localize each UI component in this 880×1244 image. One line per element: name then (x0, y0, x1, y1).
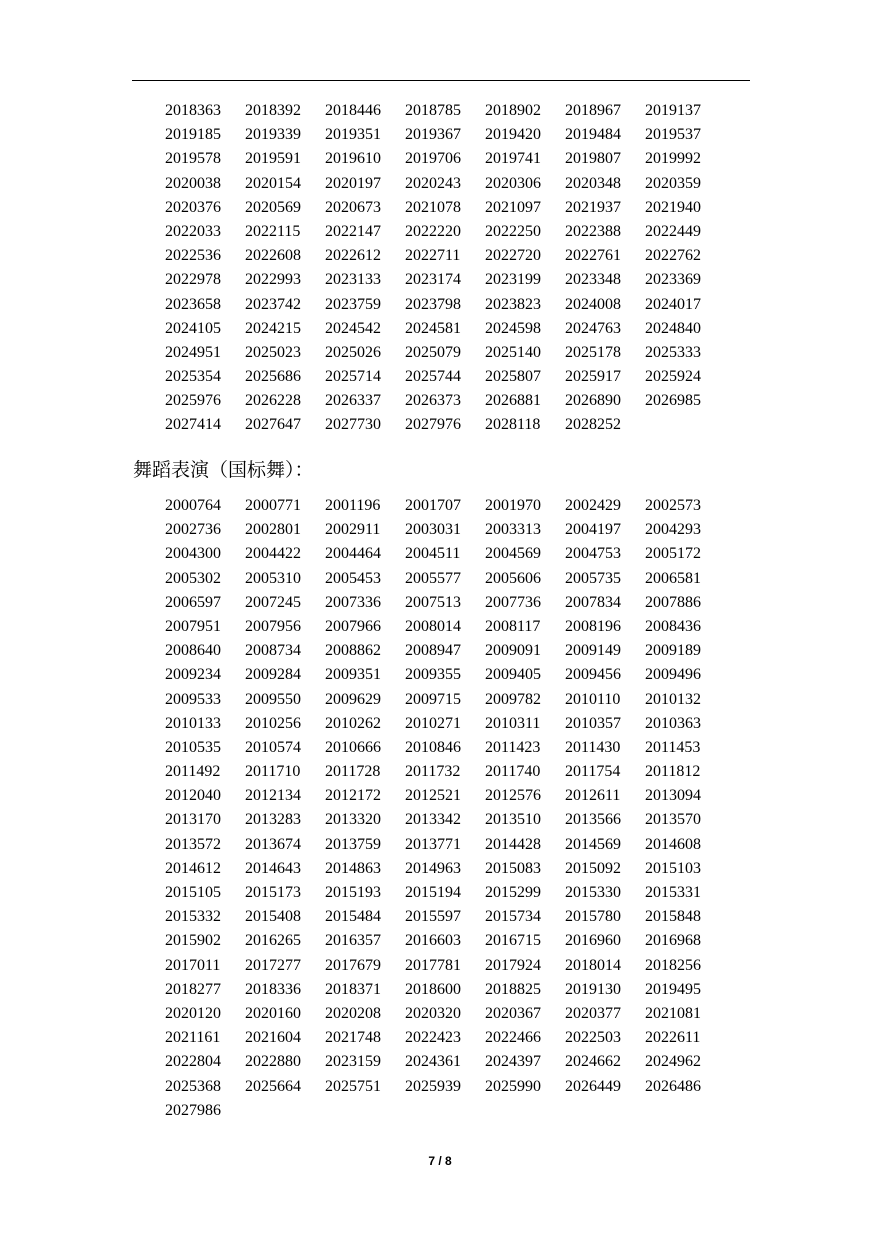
id-number: 2018967 (565, 102, 621, 119)
id-number: 2014608 (645, 835, 701, 853)
id-number: 2019185 (165, 126, 221, 144)
id-number: 2013572 (165, 835, 221, 853)
id-number: 2024662 (565, 1053, 621, 1071)
id-number: 2025917 (565, 368, 621, 386)
id-number: 2018600 (405, 980, 461, 998)
id-number: 2015092 (565, 859, 621, 877)
header-rule (132, 80, 750, 81)
id-number: 2027976 (405, 416, 461, 434)
id-number: 2019610 (325, 150, 381, 168)
id-number: 2021081 (645, 1004, 701, 1022)
id-number: 2009355 (405, 666, 461, 684)
id-number: 2017924 (485, 956, 541, 974)
id-number: 2010574 (245, 738, 301, 756)
id-number: 2007966 (325, 617, 381, 635)
id-number: 2020120 (165, 1004, 221, 1022)
id-number: 2020154 (245, 174, 301, 192)
id-number: 2013320 (325, 811, 381, 829)
id-number: 2008436 (645, 617, 701, 635)
id-number: 2017679 (325, 956, 381, 974)
id-number: 2018371 (325, 980, 381, 998)
id-number: 2005453 (325, 569, 381, 587)
id-number: 2009234 (165, 666, 221, 684)
id-number: 2004753 (565, 545, 621, 563)
id-number: 2008640 (165, 642, 221, 660)
id-number: 2019367 (405, 126, 461, 144)
id-number: 2020197 (325, 174, 381, 192)
id-number: 2010256 (245, 714, 301, 732)
id-number: 2012040 (165, 787, 221, 805)
id-number: 2010357 (565, 714, 621, 732)
id-number: 2018902 (485, 102, 541, 119)
id-number: 2024361 (405, 1053, 461, 1071)
id-number: 2001970 (485, 497, 541, 514)
id-number: 2025026 (325, 343, 381, 361)
id-number: 2016960 (565, 932, 621, 950)
id-number: 2005577 (405, 569, 461, 587)
id-number: 2025751 (325, 1077, 381, 1095)
id-number: 2020320 (405, 1004, 461, 1022)
id-number: 2010132 (645, 690, 701, 708)
id-number: 2022611 (645, 1029, 701, 1047)
id-number: 2022220 (405, 222, 461, 240)
id-number: 2026373 (405, 392, 461, 410)
id-number: 2018014 (565, 956, 621, 974)
id-number: 2015173 (245, 884, 301, 901)
id-number: 2019706 (405, 150, 461, 168)
id-number: 2012172 (325, 787, 381, 805)
id-number: 2002573 (645, 497, 701, 514)
id-number: 2019741 (485, 150, 541, 168)
id-number: 2015332 (165, 908, 221, 926)
id-number: 2021161 (165, 1029, 221, 1047)
id-number: 2015299 (485, 884, 541, 901)
id-number: 2007336 (325, 593, 381, 611)
id-number: 2019420 (485, 126, 541, 144)
id-number: 2010271 (405, 714, 461, 732)
id-number: 2016968 (645, 932, 701, 950)
id-number: 2005172 (645, 545, 701, 563)
id-number: 2013759 (325, 835, 381, 853)
id-number: 2010311 (485, 714, 541, 732)
id-number: 2025939 (405, 1077, 461, 1095)
id-number: 2015194 (405, 884, 461, 901)
id-number: 2011740 (485, 763, 541, 781)
id-number: 2026486 (645, 1077, 701, 1095)
id-number: 2024215 (245, 319, 301, 337)
id-number: 2011710 (245, 763, 301, 781)
id-number: 2023742 (245, 295, 301, 313)
id-number: 2026228 (245, 392, 301, 410)
id-number: 2020160 (245, 1004, 301, 1022)
id-number: 2000764 (165, 497, 221, 514)
id-number: 2020348 (565, 174, 621, 192)
id-number: 2013170 (165, 811, 221, 829)
id-number: 2011728 (325, 763, 381, 781)
id-number: 2004197 (565, 521, 621, 539)
id-number: 2020306 (485, 174, 541, 192)
id-number: 2022761 (565, 247, 621, 265)
id-number: 2023759 (325, 295, 381, 313)
id-number: 2024542 (325, 319, 381, 337)
id-number: 2002911 (325, 521, 381, 539)
id-number: 2009189 (645, 642, 701, 660)
id-number: 2024581 (405, 319, 461, 337)
id-number: 2022115 (245, 222, 301, 240)
id-number: 2004569 (485, 545, 541, 563)
section-heading-ballroom-dance: 舞蹈表演（国标舞）： (133, 459, 314, 481)
id-number: 2018392 (245, 102, 301, 119)
id-number: 2022250 (485, 222, 541, 240)
id-number: 2010133 (165, 714, 221, 732)
id-number: 2021078 (405, 198, 461, 216)
id-number: 2020359 (645, 174, 701, 192)
id-number: 2015330 (565, 884, 621, 901)
id-list-ballroom-dance (165, 494, 725, 1123)
id-number: 2019484 (565, 126, 621, 144)
id-number: 2022449 (645, 222, 701, 240)
id-number: 2011423 (485, 738, 541, 756)
id-number: 2020569 (245, 198, 301, 216)
id-number: 2022711 (405, 247, 461, 265)
id-number: 2024397 (485, 1053, 541, 1071)
id-number: 2011430 (565, 738, 621, 756)
id-number: 2016715 (485, 932, 541, 950)
id-number: 2013566 (565, 811, 621, 829)
id-number: 2022993 (245, 271, 301, 289)
id-number: 2000771 (245, 497, 301, 514)
id-number: 2009550 (245, 690, 301, 708)
id-number: 2023348 (565, 271, 621, 289)
id-number: 2022720 (485, 247, 541, 265)
id-number: 2019351 (325, 126, 381, 144)
id-number: 2013342 (405, 811, 461, 829)
id-number: 2027647 (245, 416, 301, 434)
id-number: 2018446 (325, 102, 381, 119)
id-number: 2010666 (325, 738, 381, 756)
id-number: 2015780 (565, 908, 621, 926)
id-number: 2009715 (405, 690, 461, 708)
id-number: 2021097 (485, 198, 541, 216)
id-number: 2019992 (645, 150, 701, 168)
id-number: 2025354 (165, 368, 221, 386)
id-number: 2023133 (325, 271, 381, 289)
id-number: 2015105 (165, 884, 221, 901)
id-list-continued (165, 99, 725, 438)
id-number: 2019495 (645, 980, 701, 998)
id-number: 2007956 (245, 617, 301, 635)
id-number: 2014863 (325, 859, 381, 877)
id-number: 2005302 (165, 569, 221, 587)
id-number: 2010535 (165, 738, 221, 756)
id-number: 2026449 (565, 1077, 621, 1095)
id-number: 2023658 (165, 295, 221, 313)
id-number: 2014963 (405, 859, 461, 877)
id-number: 2009405 (485, 666, 541, 684)
id-number: 2021604 (245, 1029, 301, 1047)
id-number: 2002801 (245, 521, 301, 539)
id-number: 2005735 (565, 569, 621, 587)
id-number: 2008947 (405, 642, 461, 660)
id-number: 2025990 (485, 1077, 541, 1095)
id-number: 2018277 (165, 980, 221, 998)
id-number: 2008014 (405, 617, 461, 635)
id-number: 2010846 (405, 738, 461, 756)
id-number: 2007951 (165, 617, 221, 635)
id-number: 2027414 (165, 416, 221, 434)
id-number: 2024962 (645, 1053, 701, 1071)
id-number: 2011812 (645, 763, 701, 781)
id-number: 2019807 (565, 150, 621, 168)
id-number: 2023823 (485, 295, 541, 313)
id-number: 2020377 (565, 1004, 621, 1022)
id-number: 2001196 (325, 497, 381, 514)
id-number: 2012134 (245, 787, 301, 805)
id-number: 2025976 (165, 392, 221, 410)
id-number: 2013674 (245, 835, 301, 853)
id-number: 2009782 (485, 690, 541, 708)
id-number: 2007736 (485, 593, 541, 611)
id-number: 2001707 (405, 497, 461, 514)
id-number: 2023199 (485, 271, 541, 289)
id-number: 2020376 (165, 198, 221, 216)
id-number: 2020243 (405, 174, 461, 192)
id-number: 2022536 (165, 247, 221, 265)
id-number: 2026890 (565, 392, 621, 410)
id-number: 2002736 (165, 521, 221, 539)
id-number: 2011732 (405, 763, 461, 781)
id-number: 2018825 (485, 980, 541, 998)
id-number: 2023798 (405, 295, 461, 313)
id-number: 2004511 (405, 545, 461, 563)
id-number: 2013510 (485, 811, 541, 829)
id-number: 2015103 (645, 859, 701, 877)
id-number: 2020367 (485, 1004, 541, 1022)
id-number: 2010262 (325, 714, 381, 732)
id-number: 2009456 (565, 666, 621, 684)
id-number: 2020208 (325, 1004, 381, 1022)
id-number: 2011492 (165, 763, 221, 781)
id-number: 2003031 (405, 521, 461, 539)
id-number: 2004464 (325, 545, 381, 563)
id-number: 2016357 (325, 932, 381, 950)
id-number: 2020673 (325, 198, 381, 216)
id-number: 2004300 (165, 545, 221, 563)
id-number: 2015331 (645, 884, 701, 901)
id-number: 2007245 (245, 593, 301, 611)
id-number: 2025807 (485, 368, 541, 386)
id-number: 2018336 (245, 980, 301, 998)
id-number: 2015484 (325, 908, 381, 926)
id-number: 2022033 (165, 222, 221, 240)
id-number: 2025368 (165, 1077, 221, 1095)
id-number: 2003313 (485, 521, 541, 539)
id-number: 2014428 (485, 835, 541, 853)
id-number: 2022804 (165, 1053, 221, 1071)
id-number: 2008862 (325, 642, 381, 660)
id-number: 2024017 (645, 295, 701, 313)
id-number: 2025178 (565, 343, 621, 361)
id-number: 2022880 (245, 1053, 301, 1071)
id-number: 2025079 (405, 343, 461, 361)
id-number: 2013094 (645, 787, 701, 805)
id-number: 2019537 (645, 126, 701, 144)
id-number: 2025924 (645, 368, 701, 386)
id-number: 2005606 (485, 569, 541, 587)
id-number: 2015083 (485, 859, 541, 877)
id-number: 2025686 (245, 368, 301, 386)
id-number: 2012576 (485, 787, 541, 805)
id-number: 2008196 (565, 617, 621, 635)
id-number: 2011754 (565, 763, 621, 781)
id-number: 2006581 (645, 569, 701, 587)
id-number: 2004422 (245, 545, 301, 563)
id-number: 2010363 (645, 714, 701, 732)
id-number: 2015597 (405, 908, 461, 926)
id-number: 2012521 (405, 787, 461, 805)
id-number: 2018363 (165, 102, 221, 119)
id-number: 2025744 (405, 368, 461, 386)
id-number: 2004293 (645, 521, 701, 539)
id-number: 2006597 (165, 593, 221, 611)
id-number: 2019339 (245, 126, 301, 144)
id-number: 2009351 (325, 666, 381, 684)
id-number: 2019137 (645, 102, 701, 119)
id-number: 2021940 (645, 198, 701, 216)
id-number: 2027986 (165, 1101, 221, 1119)
id-number: 2019591 (245, 150, 301, 168)
id-number: 2023174 (405, 271, 461, 289)
page-number: 7 / 8 (428, 1154, 452, 1168)
id-number: 2022423 (405, 1029, 461, 1047)
id-number: 2009091 (485, 642, 541, 660)
id-number: 2019130 (565, 980, 621, 998)
id-number: 2024763 (565, 319, 621, 337)
id-number: 2020038 (165, 174, 221, 192)
id-number: 2009149 (565, 642, 621, 660)
id-number: 2015193 (325, 884, 381, 901)
id-number: 2024598 (485, 319, 541, 337)
id-number: 2014569 (565, 835, 621, 853)
id-number: 2016265 (245, 932, 301, 950)
id-number: 2018785 (405, 102, 461, 119)
id-number: 2014643 (245, 859, 301, 877)
id-number: 2007834 (565, 593, 621, 611)
id-number: 2024840 (645, 319, 701, 337)
id-number: 2022388 (565, 222, 621, 240)
id-number: 2007886 (645, 593, 701, 611)
id-number: 2016603 (405, 932, 461, 950)
id-number: 2017011 (165, 956, 221, 974)
id-number: 2022466 (485, 1029, 541, 1047)
id-number: 2027730 (325, 416, 381, 434)
id-number: 2024951 (165, 343, 221, 361)
id-number: 2017781 (405, 956, 461, 974)
id-number: 2009284 (245, 666, 301, 684)
id-number: 2010110 (565, 690, 621, 708)
id-number: 2023159 (325, 1053, 381, 1071)
id-number: 2024105 (165, 319, 221, 337)
id-number: 2024008 (565, 295, 621, 313)
id-number: 2025714 (325, 368, 381, 386)
id-number: 2021748 (325, 1029, 381, 1047)
id-number: 2013771 (405, 835, 461, 853)
id-number: 2022762 (645, 247, 701, 265)
id-number: 2022978 (165, 271, 221, 289)
id-number: 2025140 (485, 343, 541, 361)
id-number: 2015902 (165, 932, 221, 950)
id-number: 2005310 (245, 569, 301, 587)
id-number: 2025664 (245, 1077, 301, 1095)
id-number: 2013570 (645, 811, 701, 829)
id-number: 2015734 (485, 908, 541, 926)
id-number: 2022147 (325, 222, 381, 240)
id-number: 2008117 (485, 617, 541, 635)
id-number: 2009496 (645, 666, 701, 684)
id-number: 2022503 (565, 1029, 621, 1047)
id-number: 2009533 (165, 690, 221, 708)
id-number: 2023369 (645, 271, 701, 289)
id-number: 2007513 (405, 593, 461, 611)
id-number: 2025333 (645, 343, 701, 361)
id-number: 2022608 (245, 247, 301, 265)
id-number: 2015848 (645, 908, 701, 926)
id-number: 2015408 (245, 908, 301, 926)
id-number: 2009629 (325, 690, 381, 708)
id-number: 2026881 (485, 392, 541, 410)
id-number: 2026337 (325, 392, 381, 410)
id-number: 2018256 (645, 956, 701, 974)
id-number: 2012611 (565, 787, 621, 805)
id-number: 2028252 (565, 416, 621, 434)
id-number: 2022612 (325, 247, 381, 265)
id-number: 2002429 (565, 497, 621, 514)
id-number: 2021937 (565, 198, 621, 216)
id-number: 2025023 (245, 343, 301, 361)
id-number: 2013283 (245, 811, 301, 829)
id-number: 2028118 (485, 416, 541, 434)
id-number: 2011453 (645, 738, 701, 756)
id-number: 2017277 (245, 956, 301, 974)
id-number: 2008734 (245, 642, 301, 660)
id-number: 2014612 (165, 859, 221, 877)
id-number: 2026985 (645, 392, 701, 410)
id-number: 2019578 (165, 150, 221, 168)
